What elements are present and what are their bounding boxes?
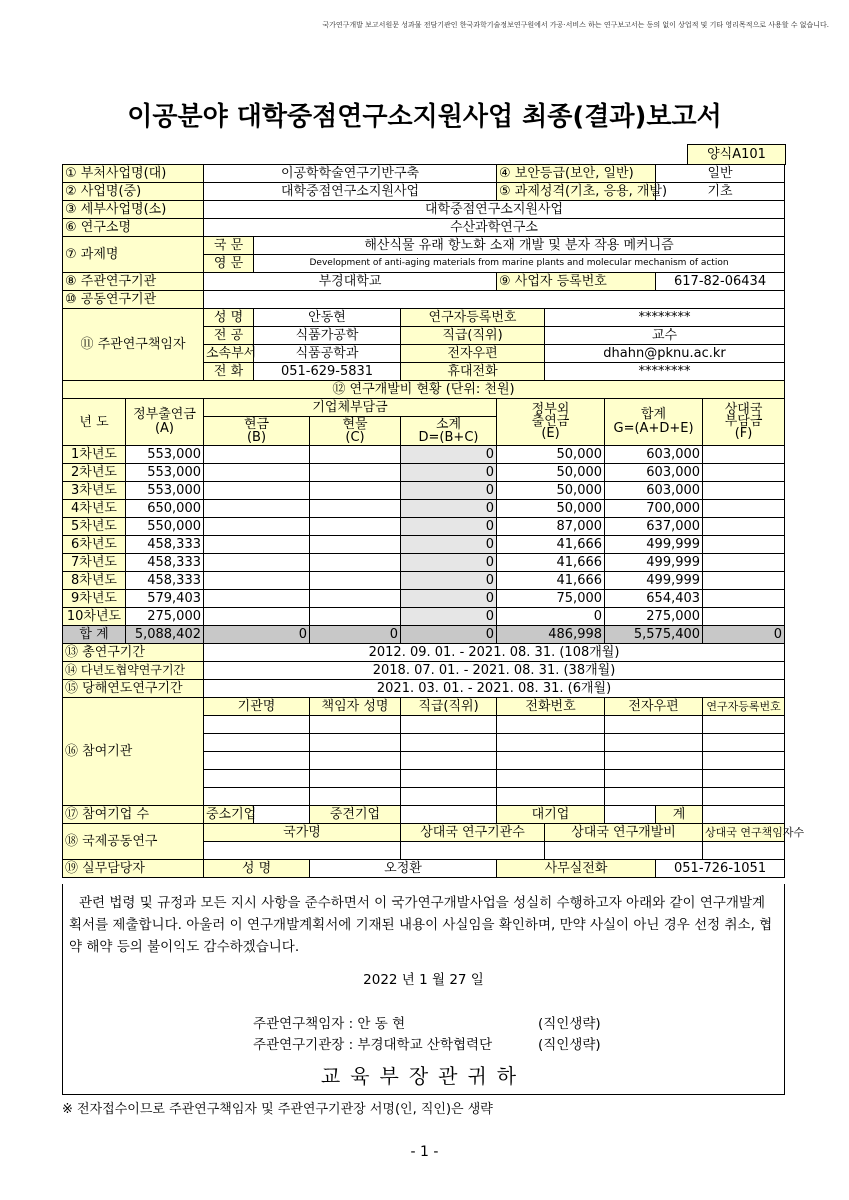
pi-rank-value: 교수	[545, 327, 785, 345]
budget-title: ⑫ 연구개발비 현황 (단위: 천원)	[63, 381, 785, 399]
budget-nongov: 50,000	[497, 500, 605, 518]
budget-nongov: 41,666	[497, 554, 605, 572]
budget-cash	[204, 608, 310, 626]
participants-header-row	[63, 698, 785, 716]
budget-row	[63, 590, 785, 608]
budget-cash	[204, 590, 310, 608]
pi-dept-label: 소속부서	[204, 345, 254, 363]
pi-major-value: 식품가공학	[254, 327, 401, 345]
pi-major-label: 전 공	[204, 327, 254, 345]
companies-small-label: 중소기업	[204, 806, 254, 824]
budget-kind	[310, 446, 401, 464]
row-budget-title	[63, 381, 785, 399]
budget-sum-row	[63, 626, 785, 644]
budget-row	[63, 518, 785, 536]
budget-cash	[204, 536, 310, 554]
sub-program-label: ③ 세부사업명(소)	[63, 201, 204, 219]
budget-total: 654,403	[605, 590, 703, 608]
budget-subtotal: 0	[401, 608, 497, 626]
participants-h-tel: 전화번호	[497, 698, 605, 716]
form-id-badge: 양식A101	[687, 144, 786, 165]
intl-h-pis: 상대국 연구책임자수	[703, 824, 785, 842]
business-reg-label: ⑨ 사업자 등록번호	[497, 273, 656, 291]
total-period-label: ⑬ 총연구기간	[63, 644, 204, 662]
row-ministry-program	[63, 165, 785, 183]
pi-reg-value: ********	[545, 309, 785, 327]
budget-rows	[63, 446, 785, 626]
budget-sum-total: 5,575,400	[605, 626, 703, 644]
budget-gov: 553,000	[126, 482, 204, 500]
row-year-period	[63, 680, 785, 698]
budget-gov-header: 정부출연금 (A)	[126, 399, 204, 446]
row-pi-name	[63, 309, 785, 327]
korean-title-label: 국 문	[204, 237, 254, 255]
budget-subtotal: 0	[401, 572, 497, 590]
budget-gov: 579,403	[126, 590, 204, 608]
budget-subtotal: 0	[401, 464, 497, 482]
budget-sum-cash: 0	[204, 626, 310, 644]
budget-year: 7차년도	[63, 554, 126, 572]
year-period-value: 2021. 03. 01. - 2021. 08. 31. (6개월)	[204, 680, 785, 698]
budget-sum-subtotal: 0	[401, 626, 497, 644]
budget-kind	[310, 518, 401, 536]
budget-subtotal: 0	[401, 536, 497, 554]
budget-year: 3차년도	[63, 482, 126, 500]
budget-nongov: 50,000	[497, 482, 605, 500]
budget-kind	[310, 590, 401, 608]
pi-name-label: 성 명	[204, 309, 254, 327]
companies-label: ⑰ 참여기업 수	[63, 806, 204, 824]
multi-period-label: ⑭ 다년도협약연구기간	[63, 662, 204, 680]
participants-h-org: 기관명	[204, 698, 310, 716]
pi-name-value: 안동현	[254, 309, 401, 327]
lead-org-value: 부경대학교	[204, 273, 497, 291]
program-label: ② 사업명(중)	[63, 183, 204, 201]
budget-cash	[204, 500, 310, 518]
pi-reg-label: 연구자등록번호	[401, 309, 545, 327]
budget-cash	[204, 464, 310, 482]
staff-tel-label: 사무실전화	[497, 860, 656, 878]
row-intl-header	[63, 824, 785, 842]
budget-sum-partner: 0	[703, 626, 785, 644]
budget-partner	[703, 464, 785, 482]
pi-signature-line: 주관연구책임자 : 안 동 현	[253, 1016, 406, 1032]
budget-total: 499,999	[605, 572, 703, 590]
companies-sum-label: 계	[656, 806, 703, 824]
declaration-text: 관련 법령 및 규정과 모든 지시 사항을 준수하면서 이 국가연구개발사업을 성실히 수행하고자 아래와 같이 연구개발계획서를 제출합니다. 아울러 이 연구개발계획서에 기재된 내용이 사실임을 확인하며, 만약 사실이 아닌 경우 선정 취소, 협약 해약 등의 불이익도 감수하겠습니다.	[69, 895, 773, 955]
budget-subtotal-header: 소계 D=(B+C)	[401, 417, 497, 446]
budget-nongov: 41,666	[497, 536, 605, 554]
budget-total: 637,000	[605, 518, 703, 536]
budget-nongov: 41,666	[497, 572, 605, 590]
staff-tel-value: 051-726-1051	[656, 860, 785, 878]
budget-company-header: 기업체부담금	[204, 399, 497, 417]
budget-row	[63, 536, 785, 554]
row-sub-program	[63, 201, 785, 219]
budget-gov: 553,000	[126, 446, 204, 464]
budget-total: 700,000	[605, 500, 703, 518]
budget-total: 499,999	[605, 536, 703, 554]
budget-cash	[204, 482, 310, 500]
budget-subtotal: 0	[401, 590, 497, 608]
pi-seal-note: (직인생략)	[538, 1016, 601, 1032]
budget-total: 603,000	[605, 482, 703, 500]
security-level-label: ④ 보안등급(보안, 일반)	[497, 165, 656, 183]
row-program	[63, 183, 785, 201]
budget-subtotal: 0	[401, 482, 497, 500]
budget-cash	[204, 518, 310, 536]
year-period-label: ⑮ 당해연도연구기간	[63, 680, 204, 698]
budget-kind	[310, 608, 401, 626]
budget-kind-header: 현물 (C)	[310, 417, 401, 446]
budget-year: 10차년도	[63, 608, 126, 626]
budget-kind	[310, 464, 401, 482]
budget-sum-kind: 0	[310, 626, 401, 644]
budget-partner-header: 상대국 부담금 (F)	[703, 399, 785, 446]
budget-gov: 275,000	[126, 608, 204, 626]
budget-kind	[310, 536, 401, 554]
program-value: 대학중점연구소지원사업	[204, 183, 497, 201]
budget-nongov: 87,000	[497, 518, 605, 536]
budget-row	[63, 572, 785, 590]
ministry-program-label: ① 부처사업명(대)	[63, 165, 204, 183]
head-signature-line: 주관연구기관장 : 부경대학교 산학협력단	[253, 1037, 493, 1053]
staff-name-label: 성 명	[204, 860, 310, 878]
participants-h-reg: 연구자등록번호	[703, 698, 785, 716]
row-project-title-kr	[63, 237, 785, 255]
budget-total: 603,000	[605, 446, 703, 464]
budget-partner	[703, 518, 785, 536]
budget-gov: 458,333	[126, 536, 204, 554]
page-title: 이공분야 대학중점연구소지원사업 최종(결과)보고서	[127, 102, 722, 132]
budget-gov: 458,333	[126, 572, 204, 590]
row-institute	[63, 219, 785, 237]
budget-subtotal: 0	[401, 500, 497, 518]
budget-nongov: 50,000	[497, 446, 605, 464]
intl-h-budget: 상대국 연구개발비	[545, 824, 703, 842]
row-staff	[63, 860, 785, 878]
total-period-value: 2012. 09. 01. - 2021. 08. 31. (108개월)	[204, 644, 785, 662]
pi-label: ⑪ 주관연구책임자	[63, 309, 204, 381]
addressee: 교육부장관귀하	[320, 1064, 527, 1088]
budget-year: 4차년도	[63, 500, 126, 518]
english-title-value: Development of anti-aging materials from marine plants and molecular mechanism of action	[254, 255, 785, 273]
budget-partner	[703, 554, 785, 572]
staff-name-value: 오정환	[310, 860, 497, 878]
budget-gov: 650,000	[126, 500, 204, 518]
participants-h-lead: 책임자 성명	[310, 698, 401, 716]
budget-row	[63, 446, 785, 464]
intl-h-country: 국가명	[204, 824, 401, 842]
budget-year: 8차년도	[63, 572, 126, 590]
pi-tel-value: 051-629-5831	[254, 363, 401, 381]
budget-cash	[204, 572, 310, 590]
declaration-box	[62, 884, 785, 1095]
korean-title-value: 해산식물 유래 항노화 소재 개발 및 분자 작용 메커니즘	[254, 237, 785, 255]
pi-mobile-label: 휴대전화	[401, 363, 545, 381]
research-type-label: ⑤ 과제성격(기초, 응용, 개발)	[497, 183, 656, 201]
project-title-label: ⑦ 과제명	[63, 237, 204, 273]
footnote: ※ 전자접수이므로 주관연구책임자 및 주관연구기관장 서명(인, 직인)은 생략	[62, 1102, 493, 1117]
budget-subtotal: 0	[401, 554, 497, 572]
lead-org-label: ⑧ 주관연구기관	[63, 273, 204, 291]
budget-cash-header: 현금 (B)	[204, 417, 310, 446]
multi-period-value: 2018. 07. 01. - 2021. 08. 31. (38개월)	[204, 662, 785, 680]
business-reg-value: 617-82-06434	[656, 273, 785, 291]
budget-partner	[703, 446, 785, 464]
budget-partner	[703, 536, 785, 554]
security-level-value: 일반	[656, 165, 785, 183]
participants-label: ⑯ 참여기관	[63, 698, 204, 806]
budget-year: 6차년도	[63, 536, 126, 554]
head-seal-note: (직인생략)	[538, 1037, 601, 1053]
budget-cash	[204, 446, 310, 464]
intl-h-orgs: 상대국 연구기관수	[401, 824, 545, 842]
row-multi-period	[63, 662, 785, 680]
budget-year: 2차년도	[63, 464, 126, 482]
budget-row	[63, 554, 785, 572]
pi-mobile-value: ********	[545, 363, 785, 381]
budget-partner	[703, 500, 785, 518]
intl-label: ⑱ 국제공동연구	[63, 824, 204, 860]
declaration-date: 2022 년 1 월 27 일	[363, 972, 484, 988]
english-title-label: 영 문	[204, 255, 254, 273]
budget-year: 1차년도	[63, 446, 126, 464]
budget-partner	[703, 572, 785, 590]
budget-sum-gov: 5,088,402	[126, 626, 204, 644]
row-lead-org	[63, 273, 785, 291]
budget-row	[63, 464, 785, 482]
pi-dept-value: 식품공학과	[254, 345, 401, 363]
budget-nongov: 50,000	[497, 464, 605, 482]
budget-total-header: 합계 G=(A+D+E)	[605, 399, 703, 446]
budget-partner	[703, 608, 785, 626]
budget-total: 275,000	[605, 608, 703, 626]
budget-total: 499,999	[605, 554, 703, 572]
row-budget-header-1	[63, 399, 785, 417]
budget-gov: 553,000	[126, 464, 204, 482]
budget-subtotal: 0	[401, 518, 497, 536]
participants-h-email: 전자우편	[605, 698, 703, 716]
joint-org-value	[204, 291, 785, 309]
budget-row	[63, 482, 785, 500]
row-joint-org	[63, 291, 785, 309]
budget-cash	[204, 554, 310, 572]
budget-subtotal: 0	[401, 446, 497, 464]
pi-tel-label: 전 화	[204, 363, 254, 381]
budget-nongov-header: 정부외 출연금 (E)	[497, 399, 605, 446]
staff-label: ⑲ 실무담당자	[63, 860, 204, 878]
institute-value: 수산과학연구소	[204, 219, 785, 237]
budget-nongov: 75,000	[497, 590, 605, 608]
pi-rank-label: 직급(직위)	[401, 327, 545, 345]
participants-h-rank: 직급(직위)	[401, 698, 497, 716]
budget-gov: 550,000	[126, 518, 204, 536]
budget-year: 9차년도	[63, 590, 126, 608]
budget-total: 603,000	[605, 464, 703, 482]
row-total-period	[63, 644, 785, 662]
budget-row	[63, 500, 785, 518]
budget-nongov: 0	[497, 608, 605, 626]
institute-label: ⑥ 연구소명	[63, 219, 204, 237]
budget-sum-nongov: 486,998	[497, 626, 605, 644]
budget-kind	[310, 500, 401, 518]
top-notice: 국가연구개발 보고서원문 성과물 전담기관인 한국과학기술정보연구원에서 가공·서비스 하는 연구보고서는 동의 없이 상업적 및 기타 영리목적으로 사용할 수 없습니다.	[322, 21, 829, 29]
budget-gov: 458,333	[126, 554, 204, 572]
budget-kind	[310, 554, 401, 572]
page-number: - 1 -	[410, 1144, 439, 1160]
row-companies	[63, 806, 785, 824]
joint-org-label: ⑩ 공동연구기관	[63, 291, 204, 309]
budget-kind	[310, 572, 401, 590]
budget-partner	[703, 482, 785, 500]
companies-mid-label: 중견기업	[310, 806, 401, 824]
budget-sum-label: 합 계	[63, 626, 126, 644]
sub-program-value: 대학중점연구소지원사업	[204, 201, 785, 219]
research-type-value: 기초	[656, 183, 785, 201]
pi-email-label: 전자우편	[401, 345, 545, 363]
budget-row	[63, 608, 785, 626]
pi-email-value: dhahn@pknu.ac.kr	[545, 345, 785, 363]
report-form-table	[62, 164, 805, 878]
ministry-program-value: 이공학학술연구기반구축	[204, 165, 497, 183]
budget-year: 5차년도	[63, 518, 126, 536]
companies-large-label: 대기업	[497, 806, 605, 824]
budget-year-header: 년 도	[63, 399, 126, 446]
budget-partner	[703, 590, 785, 608]
budget-kind	[310, 482, 401, 500]
